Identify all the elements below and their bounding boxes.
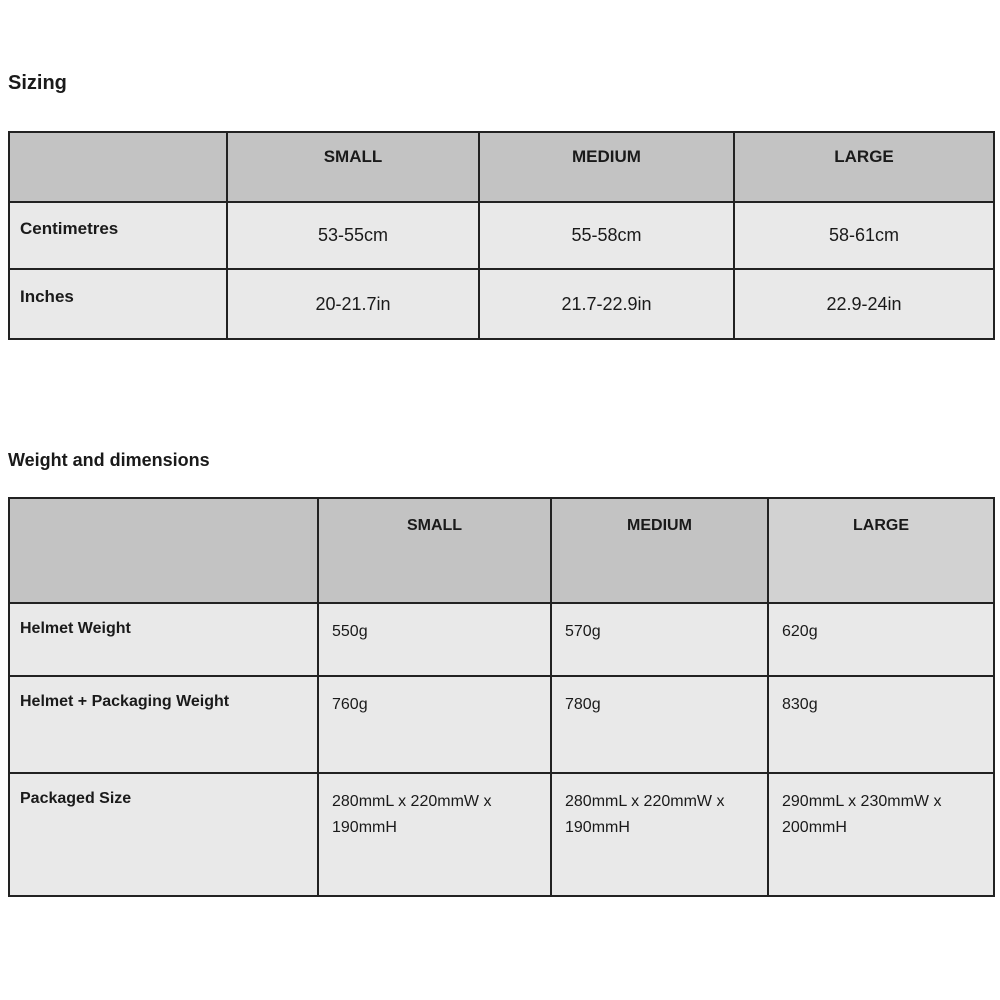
table-row	[9, 676, 994, 773]
cell-value: 53-55cm	[227, 202, 479, 269]
table-row	[9, 269, 994, 339]
cell-value: 21.7-22.9in	[479, 269, 734, 339]
sizing-heading: Sizing	[8, 72, 67, 94]
cell-value: 550g	[318, 603, 551, 676]
cell-value: 22.9-24in	[734, 269, 994, 339]
sizing-table	[8, 131, 995, 340]
weight-col-header-large: LARGE	[768, 498, 994, 603]
row-label-packaged-size: Packaged Size	[9, 773, 318, 896]
cell-value: 760g	[318, 676, 551, 773]
row-label-centimetres: Centimetres	[9, 202, 227, 269]
cell-value: 830g	[768, 676, 994, 773]
weight-corner-cell	[9, 498, 318, 603]
cell-value: 290mmL x 230mmW x 200mmH	[768, 773, 994, 896]
weight-header-row	[9, 498, 994, 603]
sizing-col-header-large: LARGE	[734, 132, 994, 202]
cell-value: 20-21.7in	[227, 269, 479, 339]
weight-col-header-small: SMALL	[318, 498, 551, 603]
sizing-col-header-small: SMALL	[227, 132, 479, 202]
cell-value: 570g	[551, 603, 768, 676]
cell-value: 280mmL x 220mmW x 190mmH	[551, 773, 768, 896]
weight-dimensions-heading: Weight and dimensions	[8, 450, 210, 470]
table-row	[9, 773, 994, 896]
row-label-helmet-packaging-weight: Helmet + Packaging Weight	[9, 676, 318, 773]
sizing-corner-cell	[9, 132, 227, 202]
row-label-inches: Inches	[9, 269, 227, 339]
cell-value: 780g	[551, 676, 768, 773]
table-row	[9, 603, 994, 676]
cell-value: 280mmL x 220mmW x 190mmH	[318, 773, 551, 896]
weight-col-header-medium: MEDIUM	[551, 498, 768, 603]
cell-value: 55-58cm	[479, 202, 734, 269]
sizing-col-header-medium: MEDIUM	[479, 132, 734, 202]
row-label-helmet-weight: Helmet Weight	[9, 603, 318, 676]
table-row	[9, 202, 994, 269]
sizing-header-row	[9, 132, 994, 202]
weight-dimensions-table	[8, 497, 995, 897]
cell-value: 620g	[768, 603, 994, 676]
cell-value: 58-61cm	[734, 202, 994, 269]
